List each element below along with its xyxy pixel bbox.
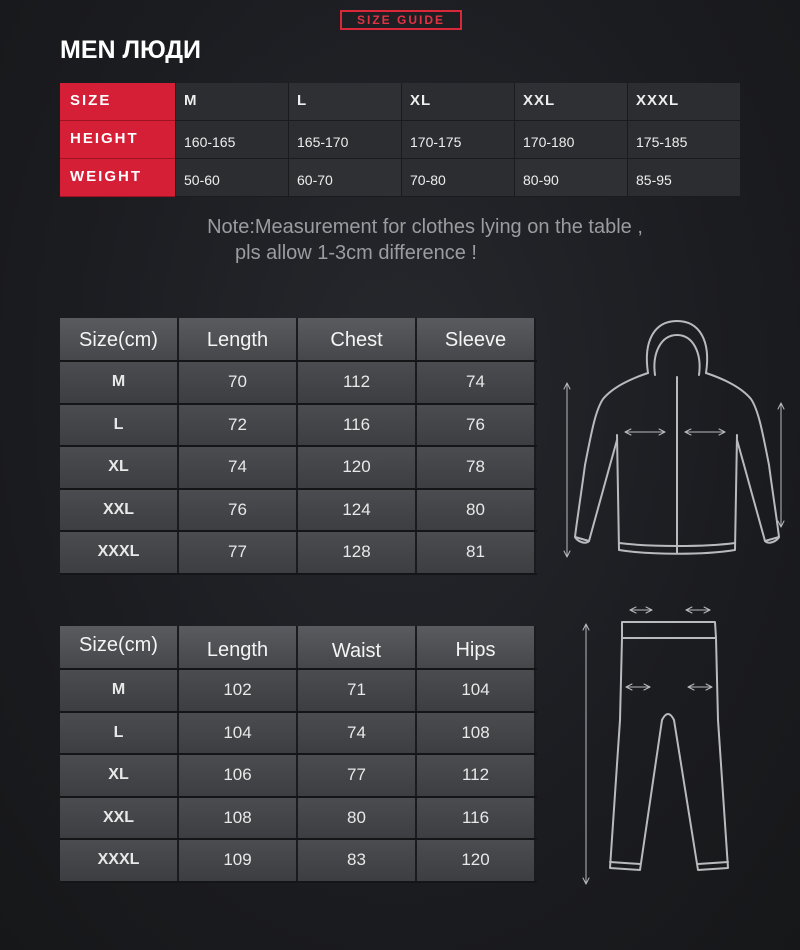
table-cell: 108 [179, 798, 298, 839]
column-header: Length [179, 318, 298, 360]
table-row [60, 670, 537, 713]
table-row [60, 362, 537, 405]
table-cell: M [60, 670, 179, 711]
table-cell: 70-80 [401, 159, 514, 197]
table-cell: 76 [179, 490, 298, 531]
measurement-note [0, 214, 800, 266]
table-cell: XXXL [60, 532, 179, 573]
size-height-weight-table [60, 83, 740, 197]
table-row [60, 447, 537, 490]
table-cell: 72 [179, 405, 298, 446]
table-header-row [60, 318, 537, 362]
table-cell: 124 [298, 490, 417, 531]
row-header-height: HEIGHT [60, 121, 175, 159]
table-row [60, 490, 537, 533]
table-cell: 60-70 [288, 159, 401, 197]
hooded-jacket-outline-icon [555, 315, 795, 565]
table-row [60, 755, 537, 798]
column-header: Waist [298, 626, 417, 668]
table-cell: 112 [417, 755, 536, 796]
table-cell: 120 [417, 840, 536, 881]
table-cell: 85-95 [627, 159, 740, 197]
table-row [60, 840, 537, 883]
table-cell: 76 [417, 405, 536, 446]
table-cell: 104 [179, 713, 298, 754]
table-cell: 116 [417, 798, 536, 839]
column-header: Length [179, 626, 298, 668]
table-cell: 175-185 [627, 121, 740, 159]
table-cell: 109 [179, 840, 298, 881]
table-cell: 102 [179, 670, 298, 711]
table-cell: 70 [179, 362, 298, 403]
table-cell: 71 [298, 670, 417, 711]
table-cell: M [60, 362, 179, 403]
table-cell: 160-165 [175, 121, 288, 159]
table-cell: 77 [298, 755, 417, 796]
column-header: Sleeve [417, 318, 536, 360]
table-cell: XXL [60, 798, 179, 839]
table-cell: 83 [298, 840, 417, 881]
table-row [60, 532, 537, 575]
table-cell: XXXL [627, 83, 740, 121]
table-cell: 112 [298, 362, 417, 403]
note-line-2: pls allow 1-3cm difference ! [235, 242, 477, 264]
pants-measurement-table [60, 626, 537, 883]
table-cell: 128 [298, 532, 417, 573]
table-cell: L [60, 713, 179, 754]
table-cell: XL [60, 447, 179, 488]
table-cell: 80 [298, 798, 417, 839]
table-cell: 74 [179, 447, 298, 488]
table-cell: L [288, 83, 401, 121]
column-header: Chest [298, 318, 417, 360]
table-cell: 165-170 [288, 121, 401, 159]
row-header-size: SIZE [60, 83, 175, 121]
table-cell: 108 [417, 713, 536, 754]
table-cell: 80 [417, 490, 536, 531]
table-cell: XL [60, 755, 179, 796]
table-cell: 170-175 [401, 121, 514, 159]
size-guide-badge: SIZE GUIDE [340, 10, 462, 30]
table-cell: 74 [417, 362, 536, 403]
table-header-row [60, 626, 537, 670]
table-cell: XXL [514, 83, 627, 121]
jacket-measurement-table [60, 318, 537, 575]
table-cell: XXL [60, 490, 179, 531]
table-cell: XXXL [60, 840, 179, 881]
page-title: MEN ЛЮДИ [60, 36, 201, 64]
table-cell: 77 [179, 532, 298, 573]
table-cell: 104 [417, 670, 536, 711]
table-cell: XL [401, 83, 514, 121]
table-cell: 50-60 [175, 159, 288, 197]
height-row [60, 121, 740, 159]
table-cell: 78 [417, 447, 536, 488]
column-header: Hips [417, 626, 536, 668]
table-cell: L [60, 405, 179, 446]
size-row [60, 83, 740, 121]
table-row [60, 713, 537, 756]
table-cell: 81 [417, 532, 536, 573]
table-cell: 106 [179, 755, 298, 796]
weight-row [60, 159, 740, 197]
pants-outline-icon [570, 600, 740, 900]
table-row [60, 405, 537, 448]
table-cell: 80-90 [514, 159, 627, 197]
table-row [60, 798, 537, 841]
column-header: Size(cm) [60, 626, 179, 668]
table-cell: 116 [298, 405, 417, 446]
row-header-weight: WEIGHT [60, 159, 175, 197]
table-cell: 74 [298, 713, 417, 754]
table-cell: 170-180 [514, 121, 627, 159]
note-line-1: Note:Measurement for clothes lying on the table , [207, 216, 643, 238]
column-header: Size(cm) [60, 318, 179, 360]
table-cell: 120 [298, 447, 417, 488]
table-cell: M [175, 83, 288, 121]
